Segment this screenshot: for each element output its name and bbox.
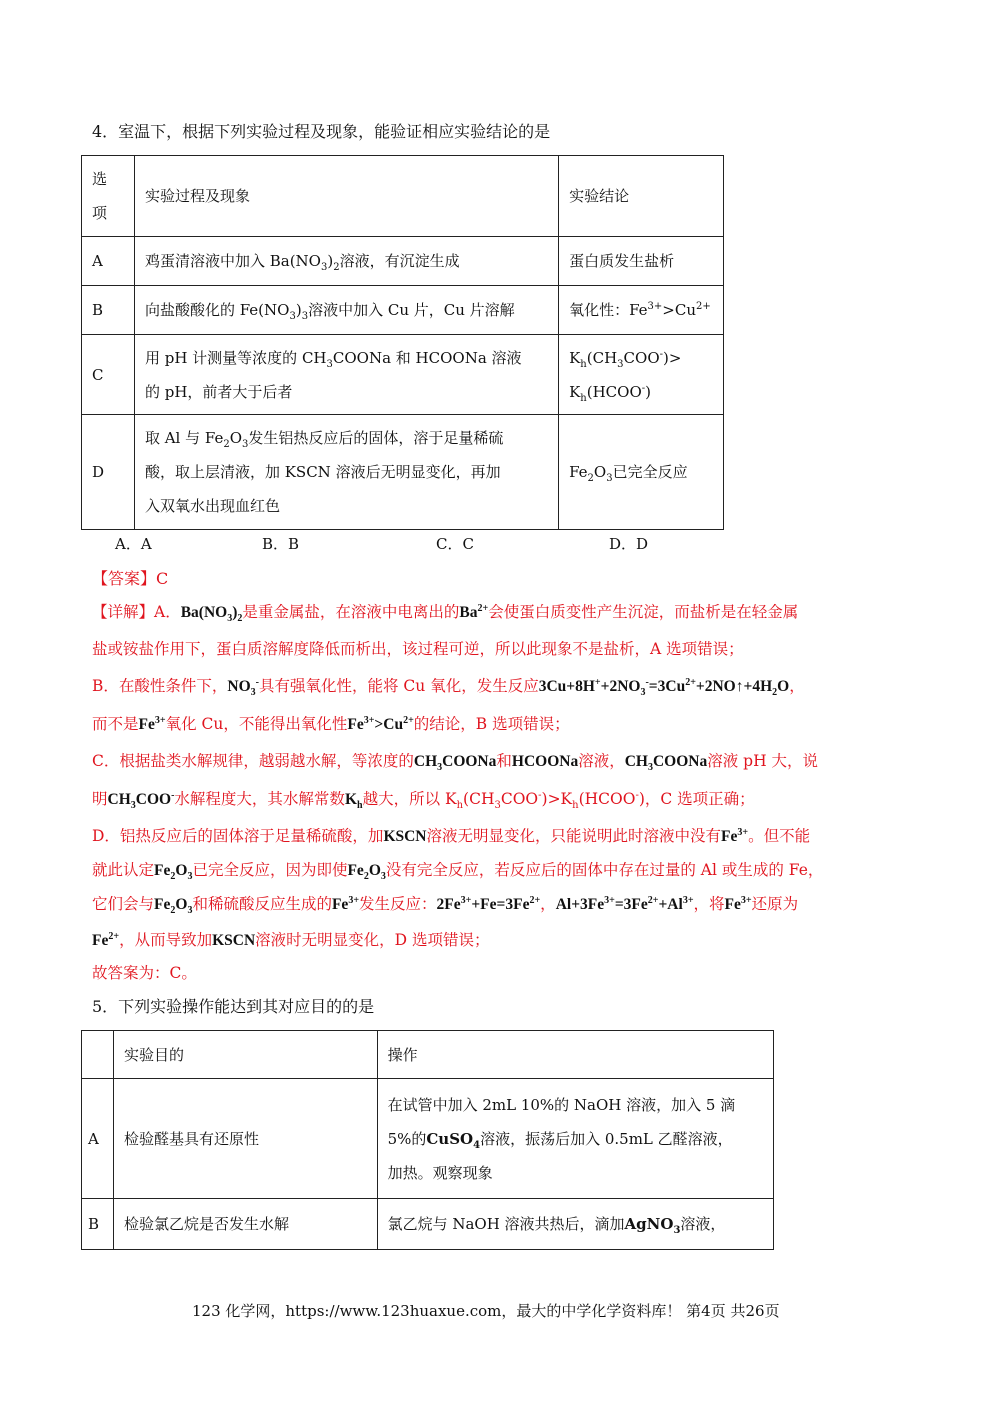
question-5-title: 5．下列实验操作能达到其对应目的的是 — [92, 997, 375, 1016]
detail-line-8: 就此认定$Fe_2O_3$已完全反应，因为即使$Fe_2O_3$没有完全反应，若反应后的固体中存在过量的 Al 或生成的 Fe， — [92, 861, 824, 883]
header-purpose: 实验目的 — [113, 1031, 377, 1079]
detail-line-5: C．根据盐类水解规律，越弱越水解，等浓度的$CH_3COONa$和HCOONa溶液，$CH_3COONa$溶液 pH 大，说 — [92, 752, 819, 774]
row-purpose: 检验醛基具有还原性 — [113, 1079, 377, 1199]
q4-table — [81, 155, 724, 530]
detail-line-7: D．铝热反应后的固体溶于足量稀硫酸，加KSCN溶液无明显变化，只能说明此时溶液中没有$Fe^{3+}$。但不能 — [92, 826, 811, 845]
answer-label: 【答案】C — [92, 569, 169, 588]
row-process: 取 Al 与 $Fe_2O_3$发生铝热反应后的固体，溶于足量稀硫 酸，取上层清液，加 KSCN 溶液后无明显变化，再加 入双氧水出现血红色 — [134, 415, 558, 530]
row-option: A — [82, 1079, 114, 1199]
row-option: C — [82, 335, 135, 415]
row-process: 鸡蛋清溶液中加入 $Ba(NO_3)_2$溶液，有沉淀生成 — [134, 237, 558, 286]
header-process: 实验过程及现象 — [134, 156, 558, 237]
header-option — [82, 1031, 114, 1079]
row-operation: 氯乙烷与 NaOH 溶液共热后，滴加AgNO$_3$溶液， — [377, 1199, 773, 1250]
choice-a: A．A — [115, 535, 152, 553]
header-operation: 操作 — [377, 1031, 773, 1079]
row-conclusion: $K_h(CH_3COO^-)>$ $K_h(HCOO^-)$ — [559, 335, 724, 415]
row-conclusion: 蛋白质发生盐析 — [559, 237, 724, 286]
table-row — [82, 415, 724, 530]
q5-table — [81, 1030, 774, 1250]
header-option: 选 项 — [82, 156, 135, 237]
table-row — [82, 1199, 774, 1250]
row-option: D — [82, 415, 135, 530]
table-row — [82, 286, 724, 335]
table-row — [82, 335, 724, 415]
row-conclusion: $Fe_2O_3$已完全反应 — [559, 415, 724, 530]
detail-line-9: 它们会与$Fe_2O_3$和稀硫酸反应生成的$Fe^{3+}$发生反应：$2Fe^{3+}+Fe=3Fe^{2+}$，$Al+3Fe^{3+}=3Fe^{2+}+Al^{3+}$，将$Fe^{3+}$还原为 — [92, 894, 799, 917]
row-operation: 在试管中加入 2mL 10%的 NaOH 溶液，加入 5 滴 5%的CuSO$_4$溶液，振荡后加入 0.5mL 乙醛溶液， 加热。观察现象 — [377, 1079, 773, 1199]
table-header-row — [82, 1031, 774, 1079]
detail-line-6: 明$CH_3COO^-$水解程度大，其水解常数$K_h$越大，所以 $K_h(CH_3COO^-)>K_h(HCOO^-)$，C 选项正确； — [92, 789, 755, 812]
detail-line-3: B．在酸性条件下，$NO_3^-$具有强氧化性，能将 Cu 氧化，发生反应$3Cu+8H^++2NO_3^-=3Cu^{2+}+2NO↑+4H_2O$， — [92, 676, 805, 699]
detail-line-10: $Fe^{2+}$，从而导致加KSCN溶液时无明显变化，D 选项错误； — [92, 930, 490, 949]
table-header-row — [82, 156, 724, 237]
row-purpose: 检验氯乙烷是否发生水解 — [113, 1199, 377, 1250]
row-option: B — [82, 286, 135, 335]
table-row — [82, 237, 724, 286]
detail-line-4: 而不是$Fe^{3+}$氧化 Cu，不能得出氧化性$Fe^{3+}>Cu^{2+}$的结论，B 选项错误； — [92, 714, 570, 733]
detail-line-1: 【详解】A．$Ba(NO_3)_2$是重金属盐，在溶液中电离出的$Ba^{2+}$会使蛋白质变性产生沉淀，而盐析是在轻金属 — [92, 602, 799, 625]
question-4-title: 4．室温下，根据下列实验过程及现象，能验证相应实验结论的是 — [92, 122, 551, 141]
table-row — [82, 1079, 774, 1199]
choice-c: C．C — [436, 535, 474, 553]
row-option: A — [82, 237, 135, 286]
row-option: B — [82, 1199, 114, 1250]
header-conclusion: 实验结论 — [559, 156, 724, 237]
choice-d: D．D — [609, 535, 649, 553]
row-process: 用 pH 计测量等浓度的 $CH_3COONa$ 和 HCOONa 溶液 的 pH，前者大于后者 — [134, 335, 558, 415]
choice-b: B．B — [262, 535, 300, 553]
row-process: 向盐酸酸化的 $Fe(NO_3)_3$溶液中加入 Cu 片，Cu 片溶解 — [134, 286, 558, 335]
page-footer: 123 化学网，https://www.123huaxue.com，最大的中学化学资料库！ 第4页 共26页 — [192, 1302, 780, 1320]
detail-line-2: 盐或铵盐作用下，蛋白质溶解度降低而析出，该过程可逆，所以此现象不是盐析，A 选项错误； — [92, 640, 744, 658]
row-conclusion: 氧化性：$Fe^{3+}>Cu^{2+}$ — [559, 286, 724, 335]
detail-conclusion: 故答案为：C。 — [92, 964, 197, 982]
